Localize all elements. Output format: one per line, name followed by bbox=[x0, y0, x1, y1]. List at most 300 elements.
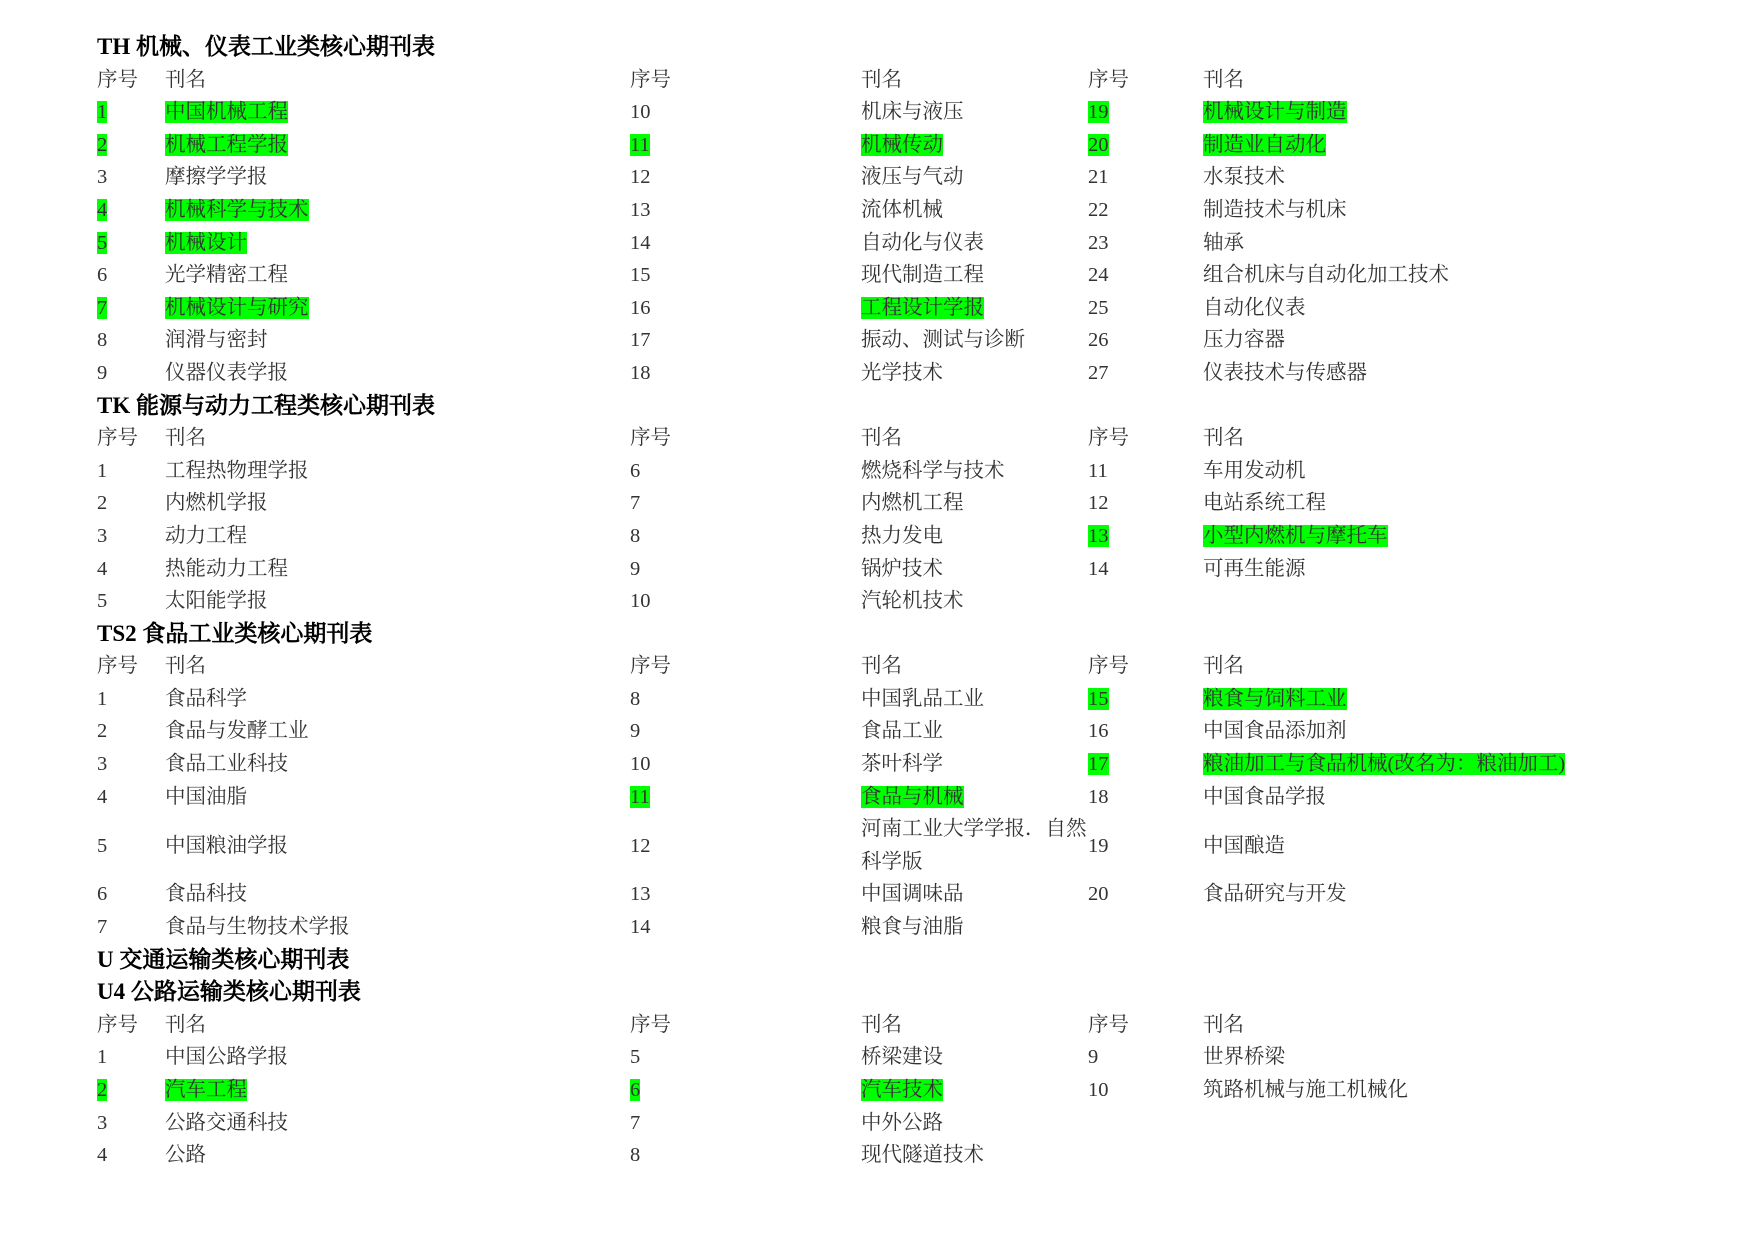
serial-number: 9 bbox=[97, 361, 108, 384]
serial-number: 1 bbox=[97, 101, 108, 124]
table-cell bbox=[861, 194, 1088, 227]
table-row bbox=[97, 259, 1707, 292]
column-header-serial: 序号 bbox=[630, 655, 671, 678]
table-cell bbox=[165, 227, 630, 260]
table-cell bbox=[1203, 830, 1707, 863]
table-cell bbox=[1088, 553, 1203, 586]
serial-number: 2 bbox=[97, 720, 108, 743]
column-header-name: 刊名 bbox=[1203, 68, 1244, 91]
serial-number: 20 bbox=[1088, 133, 1109, 156]
serial-number: 22 bbox=[1088, 198, 1109, 221]
journal-name: 光学技术 bbox=[861, 361, 943, 384]
table-cell bbox=[630, 129, 861, 162]
journal-name: 筑路机械与施工机械化 bbox=[1203, 1079, 1408, 1101]
table-cell bbox=[861, 1074, 1088, 1107]
table-cell bbox=[97, 781, 165, 814]
table-cell bbox=[1088, 455, 1203, 488]
header-cell bbox=[165, 64, 630, 97]
serial-number: 14 bbox=[630, 231, 651, 254]
table-cell bbox=[861, 520, 1088, 553]
journal-name: 粮食与饲料工业 bbox=[1203, 687, 1347, 710]
journal-name: 粮食与油脂 bbox=[861, 916, 964, 939]
serial-number: 10 bbox=[630, 590, 651, 613]
section-title: TK 能源与动力工程类核心期刊表 bbox=[97, 392, 435, 418]
serial-number: 1 bbox=[97, 1046, 108, 1069]
table-cell bbox=[1203, 553, 1707, 586]
table-row bbox=[97, 1139, 1707, 1172]
table-cell bbox=[861, 553, 1088, 586]
table-cell bbox=[1088, 487, 1203, 520]
table-cell bbox=[1088, 292, 1203, 325]
header-cell bbox=[1088, 422, 1203, 455]
serial-number: 2 bbox=[97, 133, 108, 156]
column-header-serial: 序号 bbox=[630, 68, 671, 91]
table-cell bbox=[1088, 194, 1203, 227]
table-cell bbox=[165, 683, 630, 716]
table-cell bbox=[630, 161, 861, 194]
table-cell bbox=[861, 748, 1088, 781]
column-header-name: 刊名 bbox=[1203, 427, 1244, 450]
journal-name: 摩擦学学报 bbox=[165, 166, 268, 189]
table-cell bbox=[861, 781, 1088, 814]
serial-number: 3 bbox=[97, 1111, 108, 1134]
serial-number: 3 bbox=[97, 166, 108, 189]
section-title: U 交通运输类核心期刊表 bbox=[97, 946, 350, 972]
serial-number: 14 bbox=[1088, 557, 1109, 580]
table-cell bbox=[97, 324, 165, 357]
journal-name: 轴承 bbox=[1203, 231, 1244, 254]
serial-number: 4 bbox=[97, 785, 108, 808]
table-cell bbox=[1088, 520, 1203, 553]
table-cell bbox=[97, 1107, 165, 1140]
serial-number: 7 bbox=[630, 492, 641, 515]
table-cell bbox=[861, 96, 1088, 129]
table-cell bbox=[1088, 259, 1203, 292]
table-row bbox=[97, 487, 1707, 520]
table-row bbox=[97, 748, 1707, 781]
table-cell bbox=[630, 1139, 861, 1172]
table-cell bbox=[97, 161, 165, 194]
serial-number: 9 bbox=[1088, 1046, 1099, 1069]
serial-number: 3 bbox=[97, 524, 108, 547]
journal-name: 中国食品添加剂 bbox=[1203, 720, 1347, 743]
table-cell bbox=[97, 878, 165, 911]
journal-name: 机械设计与制造 bbox=[1203, 101, 1347, 124]
serial-number: 27 bbox=[1088, 361, 1109, 384]
table-cell bbox=[165, 357, 630, 390]
table-cell bbox=[97, 683, 165, 716]
serial-number: 12 bbox=[630, 834, 651, 857]
journal-name: 机床与液压 bbox=[861, 101, 964, 124]
table-row bbox=[97, 911, 1707, 944]
column-header-name: 刊名 bbox=[1203, 1013, 1244, 1036]
journal-name: 食品科学 bbox=[165, 687, 247, 710]
column-header-name: 刊名 bbox=[861, 655, 902, 678]
serial-number: 15 bbox=[1088, 687, 1109, 710]
table-cell bbox=[165, 911, 630, 944]
table-cell bbox=[630, 455, 861, 488]
serial-number: 1 bbox=[97, 687, 108, 710]
column-header-name: 刊名 bbox=[165, 655, 206, 678]
header-cell bbox=[1203, 64, 1707, 97]
serial-number: 19 bbox=[1088, 834, 1109, 857]
table-cell bbox=[1088, 129, 1203, 162]
journal-name: 汽车工程 bbox=[165, 1079, 247, 1101]
table-cell bbox=[861, 455, 1088, 488]
journal-name: 食品工业 bbox=[861, 720, 943, 743]
serial-number: 18 bbox=[1088, 785, 1109, 808]
column-header-serial: 序号 bbox=[1088, 655, 1129, 678]
table-cell bbox=[630, 553, 861, 586]
journal-name: 制造业自动化 bbox=[1203, 133, 1326, 156]
table-cell bbox=[630, 194, 861, 227]
table-cell bbox=[861, 129, 1088, 162]
table-row bbox=[97, 292, 1707, 325]
serial-number: 6 bbox=[630, 459, 641, 482]
serial-number: 4 bbox=[97, 198, 108, 221]
table-cell bbox=[630, 357, 861, 390]
table-row bbox=[97, 227, 1707, 260]
table-row bbox=[97, 781, 1707, 814]
table-cell bbox=[165, 1107, 630, 1140]
table-cell bbox=[630, 715, 861, 748]
serial-number: 5 bbox=[630, 1046, 641, 1069]
table-cell bbox=[1203, 129, 1707, 162]
table-cell bbox=[1088, 683, 1203, 716]
table-cell bbox=[97, 1139, 165, 1172]
table-cell bbox=[97, 911, 165, 944]
serial-number: 16 bbox=[1088, 720, 1109, 743]
table-cell bbox=[1203, 324, 1707, 357]
serial-number: 8 bbox=[630, 1144, 641, 1167]
table-row bbox=[97, 324, 1707, 357]
table-cell bbox=[1203, 96, 1707, 129]
journal-name: 中国调味品 bbox=[861, 883, 964, 906]
table-cell bbox=[165, 1074, 630, 1107]
table-cell bbox=[165, 748, 630, 781]
table-cell bbox=[1203, 357, 1707, 390]
table-cell bbox=[97, 194, 165, 227]
table-cell bbox=[165, 1139, 630, 1172]
journal-name: 食品工业科技 bbox=[165, 753, 288, 776]
header-cell bbox=[1088, 1009, 1203, 1042]
journal-name: 中国食品学报 bbox=[1203, 785, 1326, 808]
header-cell bbox=[630, 422, 861, 455]
table-cell bbox=[861, 357, 1088, 390]
table-cell bbox=[165, 487, 630, 520]
journal-name: 粮油加工与食品机械(改名为：粮油加工) bbox=[1203, 753, 1566, 776]
journal-name: 机械设计与研究 bbox=[165, 296, 309, 319]
table-cell bbox=[861, 585, 1088, 618]
serial-number: 11 bbox=[630, 785, 650, 808]
section-title: TH 机械、仪表工业类核心期刊表 bbox=[97, 34, 435, 59]
table-cell bbox=[1088, 1041, 1203, 1074]
table-row bbox=[97, 520, 1707, 553]
column-header-serial: 序号 bbox=[97, 427, 138, 450]
table-cell bbox=[1088, 715, 1203, 748]
table-cell bbox=[861, 878, 1088, 911]
journal-name: 组合机床与自动化加工技术 bbox=[1203, 264, 1449, 287]
table-cell bbox=[1203, 781, 1707, 814]
table-cell bbox=[165, 1041, 630, 1074]
journal-name: 机械科学与技术 bbox=[165, 198, 309, 221]
serial-number: 17 bbox=[1088, 753, 1109, 776]
table-cell bbox=[630, 1107, 861, 1140]
table-cell bbox=[165, 292, 630, 325]
table-cell bbox=[630, 748, 861, 781]
journal-section bbox=[97, 31, 1707, 390]
serial-number: 13 bbox=[630, 198, 651, 221]
table-cell bbox=[1203, 715, 1707, 748]
table-row bbox=[97, 1074, 1707, 1107]
table-cell bbox=[1088, 324, 1203, 357]
journal-name: 食品与发酵工业 bbox=[165, 720, 309, 743]
journal-name: 仪器仪表学报 bbox=[165, 361, 288, 384]
serial-number: 1 bbox=[97, 459, 108, 482]
journal-name: 工程热物理学报 bbox=[165, 459, 309, 482]
serial-number: 10 bbox=[630, 101, 651, 124]
serial-number: 26 bbox=[1088, 329, 1109, 352]
column-header-serial: 序号 bbox=[97, 1013, 138, 1036]
table-cell bbox=[1088, 357, 1203, 390]
journal-name: 自动化与仪表 bbox=[861, 231, 984, 254]
table-cell bbox=[861, 324, 1088, 357]
table-row bbox=[97, 1107, 1707, 1140]
serial-number: 10 bbox=[630, 753, 651, 776]
table-cell bbox=[97, 585, 165, 618]
journal-name: 自动化仪表 bbox=[1203, 296, 1306, 319]
journal-name: 食品与机械 bbox=[861, 785, 964, 808]
table-cell bbox=[1088, 830, 1203, 863]
header-cell bbox=[630, 650, 861, 683]
table-cell bbox=[630, 292, 861, 325]
table-cell bbox=[165, 455, 630, 488]
journal-name: 世界桥梁 bbox=[1203, 1046, 1285, 1069]
serial-number: 14 bbox=[630, 916, 651, 939]
table-cell bbox=[165, 520, 630, 553]
serial-number: 13 bbox=[630, 883, 651, 906]
table-cell bbox=[630, 911, 861, 944]
table-row bbox=[97, 455, 1707, 488]
serial-number: 4 bbox=[97, 1144, 108, 1167]
serial-number: 21 bbox=[1088, 166, 1109, 189]
table-cell bbox=[861, 911, 1088, 944]
journal-name: 茶叶科学 bbox=[861, 753, 943, 776]
table-row bbox=[97, 161, 1707, 194]
serial-number: 8 bbox=[97, 329, 108, 352]
table-row bbox=[97, 683, 1707, 716]
table-cell bbox=[630, 96, 861, 129]
journal-name: 可再生能源 bbox=[1203, 557, 1306, 580]
table-cell bbox=[1203, 683, 1707, 716]
serial-number: 8 bbox=[630, 524, 641, 547]
serial-number: 6 bbox=[97, 883, 108, 906]
serial-number: 23 bbox=[1088, 231, 1109, 254]
table-cell bbox=[97, 830, 165, 863]
table-cell bbox=[97, 487, 165, 520]
table-header-row bbox=[97, 650, 1707, 683]
table-cell bbox=[165, 161, 630, 194]
header-cell bbox=[630, 1009, 861, 1042]
journal-name: 光学精密工程 bbox=[165, 264, 288, 287]
column-header-serial: 序号 bbox=[1088, 68, 1129, 91]
table-cell bbox=[630, 781, 861, 814]
table-cell bbox=[630, 1074, 861, 1107]
journal-name: 燃烧科学与技术 bbox=[861, 459, 1005, 482]
table-cell bbox=[97, 357, 165, 390]
table-cell bbox=[1203, 1041, 1707, 1074]
journal-name: 内燃机学报 bbox=[165, 492, 268, 515]
journal-name: 热能动力工程 bbox=[165, 557, 288, 580]
table-row bbox=[97, 813, 1707, 878]
table-cell bbox=[97, 520, 165, 553]
serial-number: 16 bbox=[630, 296, 651, 319]
table-cell bbox=[165, 324, 630, 357]
header-cell bbox=[1203, 422, 1707, 455]
journal-section bbox=[97, 390, 1707, 618]
journal-name: 食品科技 bbox=[165, 883, 247, 906]
table-row bbox=[97, 585, 1707, 618]
table-cell bbox=[1088, 161, 1203, 194]
header-cell bbox=[1088, 64, 1203, 97]
header-cell bbox=[97, 64, 165, 97]
journal-name: 公路交通科技 bbox=[165, 1111, 288, 1134]
journal-name: 公路 bbox=[165, 1144, 206, 1167]
table-cell bbox=[861, 1139, 1088, 1172]
table-cell bbox=[165, 96, 630, 129]
table-cell bbox=[97, 553, 165, 586]
table-cell bbox=[1203, 878, 1707, 911]
table-cell bbox=[165, 830, 630, 863]
column-header-name: 刊名 bbox=[861, 1013, 902, 1036]
table-cell bbox=[97, 1041, 165, 1074]
journal-name: 中国粮油学报 bbox=[165, 834, 288, 857]
column-header-serial: 序号 bbox=[630, 1013, 671, 1036]
journal-name: 内燃机工程 bbox=[861, 492, 964, 515]
serial-number: 24 bbox=[1088, 264, 1109, 287]
journal-name: 中国油脂 bbox=[165, 785, 247, 808]
column-header-serial: 序号 bbox=[1088, 427, 1129, 450]
header-cell bbox=[97, 650, 165, 683]
journal-name: 仪表技术与传感器 bbox=[1203, 361, 1367, 384]
table-cell bbox=[1203, 1074, 1707, 1107]
table-cell bbox=[1203, 227, 1707, 260]
header-cell bbox=[861, 422, 1088, 455]
table-row bbox=[97, 878, 1707, 911]
table-cell bbox=[165, 878, 630, 911]
serial-number: 2 bbox=[97, 492, 108, 515]
table-cell bbox=[1203, 259, 1707, 292]
table-cell bbox=[861, 292, 1088, 325]
table-cell bbox=[165, 194, 630, 227]
serial-number: 11 bbox=[630, 133, 650, 156]
journal-name: 润滑与密封 bbox=[165, 329, 268, 352]
journal-name: 中国公路学报 bbox=[165, 1046, 288, 1069]
column-header-serial: 序号 bbox=[1088, 1013, 1129, 1036]
table-cell bbox=[1088, 748, 1203, 781]
table-cell bbox=[630, 683, 861, 716]
serial-number: 7 bbox=[97, 296, 108, 319]
table-row bbox=[97, 1041, 1707, 1074]
journal-name: 汽轮机技术 bbox=[861, 590, 964, 613]
serial-number: 10 bbox=[1088, 1079, 1109, 1101]
journal-name: 流体机械 bbox=[861, 198, 943, 221]
serial-number: 8 bbox=[630, 687, 641, 710]
header-cell bbox=[165, 422, 630, 455]
table-cell bbox=[1088, 781, 1203, 814]
column-header-serial: 序号 bbox=[97, 655, 138, 678]
table-cell bbox=[165, 553, 630, 586]
header-cell bbox=[1088, 650, 1203, 683]
header-cell bbox=[165, 1009, 630, 1042]
table-cell bbox=[97, 748, 165, 781]
table-cell bbox=[97, 455, 165, 488]
header-cell bbox=[97, 1009, 165, 1042]
journal-name: 汽车技术 bbox=[861, 1079, 943, 1101]
column-header-name: 刊名 bbox=[1203, 655, 1244, 678]
journal-name: 中国乳品工业 bbox=[861, 687, 984, 710]
table-cell bbox=[1088, 1074, 1203, 1107]
table-cell bbox=[630, 259, 861, 292]
table-cell bbox=[630, 520, 861, 553]
table-cell bbox=[1203, 292, 1707, 325]
table-cell bbox=[165, 781, 630, 814]
journal-name: 机械设计 bbox=[165, 231, 247, 254]
column-header-serial: 序号 bbox=[630, 427, 671, 450]
table-cell bbox=[1203, 455, 1707, 488]
serial-number: 5 bbox=[97, 231, 108, 254]
table-cell bbox=[861, 487, 1088, 520]
table-cell bbox=[861, 813, 1088, 878]
column-header-name: 刊名 bbox=[861, 427, 902, 450]
table-row bbox=[97, 194, 1707, 227]
journal-section bbox=[97, 618, 1707, 944]
serial-number: 25 bbox=[1088, 296, 1109, 319]
table-cell bbox=[861, 715, 1088, 748]
table-cell bbox=[861, 1107, 1088, 1140]
table-cell bbox=[165, 585, 630, 618]
serial-number: 7 bbox=[97, 916, 108, 939]
table-cell bbox=[630, 878, 861, 911]
journal-name: 制造技术与机床 bbox=[1203, 198, 1347, 221]
table-cell bbox=[97, 715, 165, 748]
serial-number: 6 bbox=[97, 264, 108, 287]
table-cell bbox=[97, 292, 165, 325]
table-cell bbox=[630, 487, 861, 520]
table-cell bbox=[630, 227, 861, 260]
journal-name: 工程设计学报 bbox=[861, 296, 984, 319]
journal-name: 中外公路 bbox=[861, 1111, 943, 1134]
header-cell bbox=[1203, 650, 1707, 683]
serial-number: 18 bbox=[630, 361, 651, 384]
journal-name: 压力容器 bbox=[1203, 329, 1285, 352]
table-cell bbox=[1088, 96, 1203, 129]
journal-name: 中国机械工程 bbox=[165, 101, 288, 124]
journal-name: 太阳能学报 bbox=[165, 590, 268, 613]
journal-name: 河南工业大学学报．自然科学版 bbox=[861, 818, 1087, 873]
table-row bbox=[97, 553, 1707, 586]
table-cell bbox=[861, 227, 1088, 260]
journal-name: 机械工程学报 bbox=[165, 133, 288, 156]
journal-section bbox=[97, 944, 1707, 1172]
header-cell bbox=[861, 1009, 1088, 1042]
journal-name: 水泵技术 bbox=[1203, 166, 1285, 189]
serial-number: 19 bbox=[1088, 101, 1109, 124]
journal-name: 振动、测试与诊断 bbox=[861, 329, 1025, 352]
column-header-serial: 序号 bbox=[97, 68, 138, 91]
serial-number: 20 bbox=[1088, 883, 1109, 906]
serial-number: 12 bbox=[630, 166, 651, 189]
